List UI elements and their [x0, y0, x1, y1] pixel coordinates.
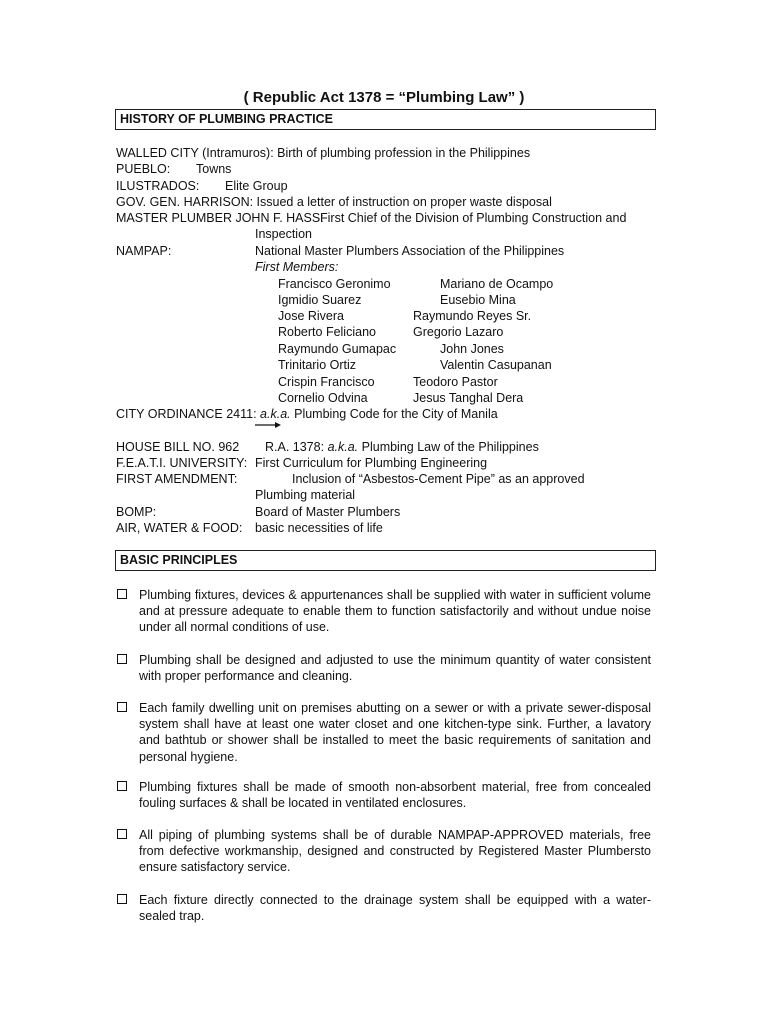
- awf-term: AIR, WATER & FOOD:: [116, 521, 243, 535]
- principle-item: [115, 779, 651, 811]
- member-left: Francisco Geronimo: [278, 277, 391, 291]
- walled-city-entry: WALLED CITY (Intramuros): Birth of plumbing profession in the Philippines: [116, 146, 531, 160]
- principle-item: [115, 827, 651, 876]
- ilustrados-definition: Elite Group: [225, 179, 288, 193]
- hass-definition-line2: Inspection: [255, 227, 312, 241]
- principle-text: All piping of plumbing systems shall be of durable NAMPAP-APPROVED materials, free from defective workmanship, designed and constructed by Registered Master Plumbersto ensure satisfactory service.: [139, 828, 651, 875]
- arrow-right-icon: [255, 420, 281, 430]
- member-right: Mariano de Ocampo: [440, 277, 554, 291]
- member-left: Roberto Feliciano: [278, 325, 376, 339]
- principle-text: Each fixture directly connected to the drainage system shall be equipped with a water-sealed trap.: [139, 893, 651, 924]
- checkbox-bullet-icon: [117, 589, 127, 599]
- member-right: Valentin Casupanan: [440, 358, 552, 372]
- member-right: Jesus Tanghal Dera: [413, 391, 524, 405]
- member-left: Raymundo Gumapac: [278, 342, 397, 356]
- ordinance-entry: [116, 406, 498, 422]
- ordinance-term: CITY ORDINANCE 2411:: [116, 407, 257, 421]
- first-members-label: First Members:: [255, 260, 339, 274]
- ordinance-aka: a.k.a.: [260, 407, 291, 421]
- principle-item: [115, 587, 651, 636]
- checkbox-bullet-icon: [117, 702, 127, 712]
- house-bill-term: HOUSE BILL NO. 962: [116, 440, 240, 454]
- bomp-definition: Board of Master Plumbers: [255, 505, 401, 519]
- member-left: Cornelio Odvina: [278, 391, 368, 405]
- member-right: Eusebio Mina: [440, 293, 516, 307]
- member-right: Gregorio Lazaro: [413, 325, 504, 339]
- principle-text: Each family dwelling unit on premises abutting on a sewer or with a private sewer-disposal system shall have at least one water closet and one kitchen-type sink. Further, a lavatory and bathtub or shower shall be installed to meet the basic requirements of sanitation and personal hygiene.: [139, 701, 651, 764]
- principles-heading: BASIC PRINCIPLES: [115, 550, 656, 571]
- member-right: John Jones: [440, 342, 504, 356]
- hass-definition-line1: First Chief of the Division of Plumbing Construction and: [320, 211, 627, 225]
- member-right: Raymundo Reyes Sr.: [413, 309, 532, 323]
- principle-item: [115, 652, 651, 684]
- principle-text: Plumbing fixtures, devices & appurtenances shall be supplied with water in sufficient volume and at pressure adequate to enable them to function satisfactorily and without undue noise under all normal conditions of use.: [139, 588, 651, 635]
- hass-term: MASTER PLUMBER JOHN F. HASS:: [116, 211, 324, 225]
- featu-definition: First Curriculum for Plumbing Engineering: [255, 456, 488, 470]
- ra-definition: Plumbing Law of the Philippines: [361, 440, 539, 454]
- featu-term: F.E.A.T.I. UNIVERSITY:: [116, 456, 248, 470]
- member-left: Trinitario Ortiz: [278, 358, 357, 372]
- ra-aka: a.k.a.: [327, 440, 359, 454]
- ordinance-definition: Plumbing Code for the City of Manila: [294, 407, 498, 421]
- principle-item: [115, 700, 651, 765]
- principle-text: Plumbing fixtures shall be made of smooth non-absorbent material, free from concealed fouling surfaces & shall be located in ventilated enclosures.: [139, 780, 651, 811]
- amendment-term: FIRST AMENDMENT:: [116, 472, 238, 486]
- harrison-entry: GOV. GEN. HARRISON: Issued a letter of instruction on proper waste disposal: [116, 195, 552, 209]
- pueblo-term: PUEBLO:: [116, 162, 171, 176]
- checkbox-bullet-icon: [117, 894, 127, 904]
- ra-label: R.A. 1378:: [265, 440, 325, 454]
- history-heading: HISTORY OF PLUMBING PRACTICE: [115, 109, 656, 130]
- awf-definition: basic necessities of life: [255, 521, 383, 535]
- checkbox-bullet-icon: [117, 654, 127, 664]
- nampap-definition: National Master Plumbers Association of the Philippines: [255, 244, 565, 258]
- ilustrados-term: ILUSTRADOS:: [116, 179, 200, 193]
- amendment-definition-line1: Inclusion of “Asbestos-Cement Pipe” as an approved: [292, 472, 585, 486]
- nampap-term: NAMPAP:: [116, 244, 172, 258]
- member-left: Igmidio Suarez: [278, 293, 362, 307]
- pueblo-definition: Towns: [196, 162, 232, 176]
- ra-entry: [265, 439, 539, 455]
- amendment-definition-line2: Plumbing material: [255, 488, 356, 502]
- checkbox-bullet-icon: [117, 829, 127, 839]
- member-left: Crispin Francisco: [278, 375, 375, 389]
- member-right: Teodoro Pastor: [413, 375, 498, 389]
- principle-item: [115, 892, 651, 924]
- checkbox-bullet-icon: [117, 781, 127, 791]
- bomp-term: BOMP:: [116, 505, 157, 519]
- member-left: Jose Rivera: [278, 309, 344, 323]
- page-title: ( Republic Act 1378 = “Plumbing Law” ): [243, 89, 525, 106]
- principle-text: Plumbing shall be designed and adjusted to use the minimum quantity of water consistent with proper performance and cleaning.: [139, 653, 651, 684]
